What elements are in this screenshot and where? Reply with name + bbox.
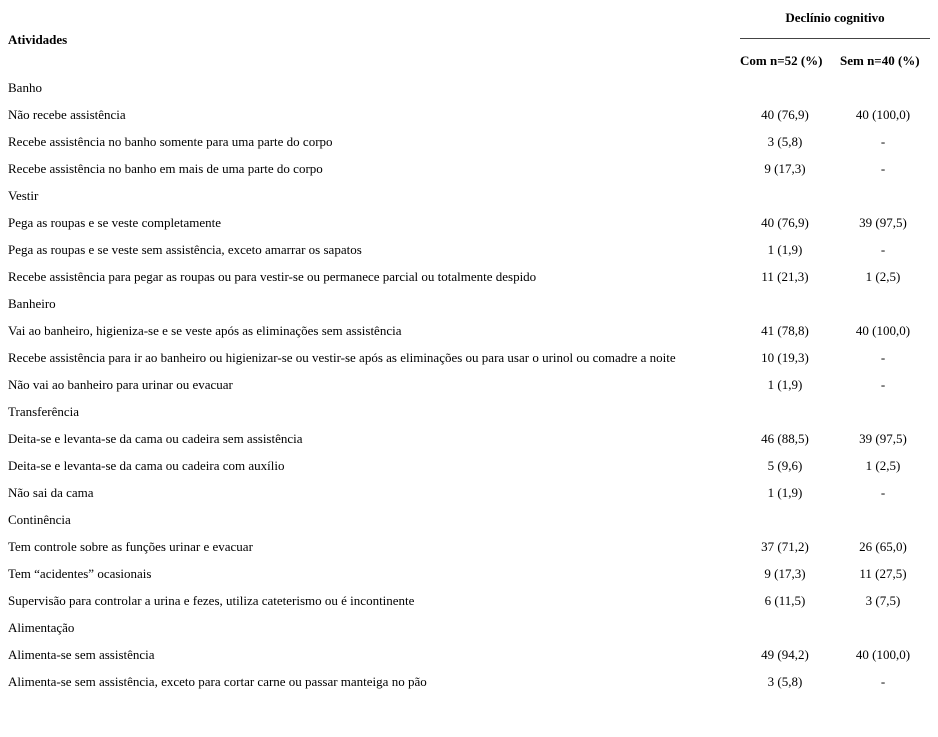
value-com: 41 (78,8) — [761, 323, 809, 338]
value-com: 1 (1,9) — [767, 485, 803, 500]
column-header-com: Com n=52 (%) — [740, 53, 823, 68]
value-sem: - — [880, 485, 886, 500]
value-com: 3 (5,8) — [767, 674, 803, 689]
value-sem: 26 (65,0) — [859, 539, 907, 554]
value-com: 1 (1,9) — [767, 242, 803, 257]
table-row — [0, 236, 938, 263]
value-sem: 1 (2,5) — [865, 458, 901, 473]
value-com: 37 (71,2) — [761, 539, 809, 554]
row-label: Não recebe assistência — [8, 107, 126, 122]
table-row — [0, 587, 938, 614]
value-sem: 40 (100,0) — [855, 647, 911, 662]
table-row — [0, 317, 938, 344]
header-rule — [740, 38, 930, 39]
value-sem: - — [880, 377, 886, 392]
table-row — [0, 641, 938, 668]
row-label: Pega as roupas e se veste completamente — [8, 215, 221, 230]
value-sem: - — [880, 134, 886, 149]
value-com: 46 (88,5) — [761, 431, 809, 446]
section-row — [0, 182, 938, 209]
table-row — [0, 668, 938, 695]
row-label: Banho — [8, 80, 42, 95]
value-sem: - — [880, 161, 886, 176]
section-row — [0, 614, 938, 641]
table-row — [0, 128, 938, 155]
row-label: Tem controle sobre as funções urinar e evacuar — [8, 539, 253, 554]
value-sem: 39 (97,5) — [859, 215, 907, 230]
value-sem: 39 (97,5) — [859, 431, 907, 446]
row-label: Supervisão para controlar a urina e fezes, utiliza cateterismo ou é incontinente — [8, 593, 415, 608]
row-label: Recebe assistência no banho em mais de uma parte do corpo — [8, 161, 323, 176]
value-com: 6 (11,5) — [764, 593, 806, 608]
table-row — [0, 452, 938, 479]
value-sem: 11 (27,5) — [859, 566, 907, 581]
row-label: Transferência — [8, 404, 79, 419]
value-sem: 40 (100,0) — [855, 323, 911, 338]
value-com: 9 (17,3) — [764, 566, 806, 581]
column-header-sem: Sem n=40 (%) — [840, 53, 920, 68]
value-sem: 40 (100,0) — [855, 107, 911, 122]
table-body — [0, 74, 938, 695]
row-label: Deita-se e levanta-se da cama ou cadeira com auxílio — [8, 458, 285, 473]
row-label: Vai ao banheiro, higieniza-se e se veste após as eliminações sem assistência — [8, 323, 402, 338]
row-label: Recebe assistência para ir ao banheiro ou higienizar-se ou vestir-se após as eliminações ou para usar o urinol ou comadre a noite — [8, 350, 676, 365]
row-label: Recebe assistência para pegar as roupas ou para vestir-se ou permanece parcial ou totalmente despido — [8, 269, 537, 284]
row-label: Tem “acidentes” ocasionais — [8, 566, 152, 581]
table-row — [0, 101, 938, 128]
value-com: 9 (17,3) — [764, 161, 806, 176]
table-row — [0, 479, 938, 506]
table-row — [0, 155, 938, 182]
row-label: Vestir — [8, 188, 39, 203]
section-row — [0, 290, 938, 317]
row-header-activities: Atividades — [8, 32, 68, 47]
value-sem: - — [880, 242, 886, 257]
table-row — [0, 533, 938, 560]
row-label: Não vai ao banheiro para urinar ou evacuar — [8, 377, 233, 392]
value-com: 1 (1,9) — [767, 377, 803, 392]
section-row — [0, 398, 938, 425]
row-label: Não sai da cama — [8, 485, 94, 500]
row-label: Alimentação — [8, 620, 75, 635]
row-label: Alimenta-se sem assistência — [8, 647, 155, 662]
value-com: 11 (21,3) — [761, 269, 809, 284]
section-row — [0, 74, 938, 101]
value-com: 49 (94,2) — [761, 647, 809, 662]
row-label: Recebe assistência no banho somente para uma parte do corpo — [8, 134, 333, 149]
value-com: 3 (5,8) — [767, 134, 803, 149]
column-group-header: Declínio cognitivo — [785, 10, 885, 25]
table-row — [0, 209, 938, 236]
value-sem: - — [880, 350, 886, 365]
value-sem: 1 (2,5) — [865, 269, 901, 284]
table-row — [0, 560, 938, 587]
row-label: Deita-se e levanta-se da cama ou cadeira sem assistência — [8, 431, 303, 446]
row-label: Alimenta-se sem assistência, exceto para cortar carne ou passar manteiga no pão — [8, 674, 427, 689]
value-com: 40 (76,9) — [761, 215, 809, 230]
row-label: Banheiro — [8, 296, 56, 311]
value-sem: 3 (7,5) — [865, 593, 901, 608]
value-com: 10 (19,3) — [761, 350, 809, 365]
section-row — [0, 506, 938, 533]
row-label: Continência — [8, 512, 71, 527]
table-row — [0, 344, 938, 371]
value-sem: - — [880, 674, 886, 689]
table-row — [0, 425, 938, 452]
table-row — [0, 263, 938, 290]
value-com: 40 (76,9) — [761, 107, 809, 122]
row-label: Pega as roupas e se veste sem assistência, exceto amarrar os sapatos — [8, 242, 362, 257]
table-row — [0, 371, 938, 398]
value-com: 5 (9,6) — [767, 458, 803, 473]
